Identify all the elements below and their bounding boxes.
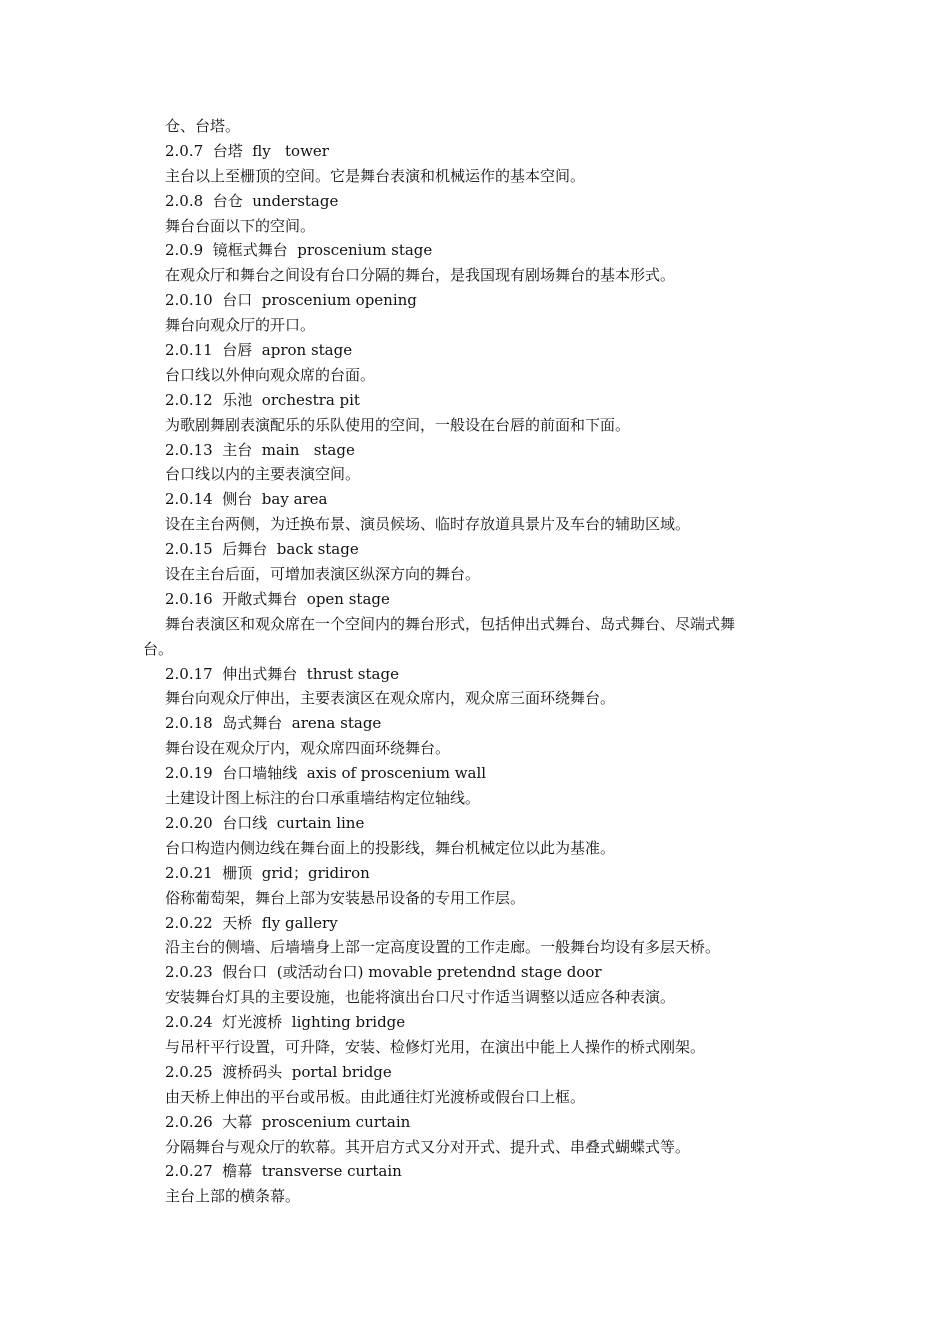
term-heading: 2.0.27 檐幕 transverse curtain — [165, 1162, 402, 1181]
term-heading: 2.0.17 伸出式舞台 thrust stage — [165, 664, 399, 683]
definition-text: 台口线以外伸向观众席的台面。 — [165, 365, 376, 384]
definition-text: 在观众厅和舞台之间设有台口分隔的舞台，是我国现有剧场舞台的基本形式。 — [165, 266, 676, 285]
definition-text: 舞台台面以下的空间。 — [165, 216, 316, 235]
definition-text: 与吊杆平行设置，可升降，安装、检修灯光用，在演出中能上人操作的桥式刚架。 — [165, 1037, 706, 1056]
definition-text: 俗称葡萄架，舞台上部为安装悬吊设备的专用工作层。 — [165, 888, 526, 907]
term-heading: 2.0.22 天桥 fly gallery — [165, 913, 338, 932]
definition-text: 舞台表演区和观众席在一个空间内的舞台形式，包括伸出式舞台、岛式舞台、尽端式舞 — [165, 614, 736, 633]
term-heading: 2.0.14 侧台 bay area — [165, 490, 328, 509]
definition-text: 安装舞台灯具的主要设施，也能将演出台口尺寸作适当调整以适应各种表演。 — [165, 988, 676, 1007]
term-heading: 2.0.18 岛式舞台 arena stage — [165, 714, 382, 733]
definition-text: 主台上部的横条幕。 — [165, 1187, 301, 1206]
definition-text: 土建设计图上标注的台口承重墙结构定位轴线。 — [165, 789, 481, 808]
term-heading: 2.0.8 台仓 understage — [165, 191, 339, 210]
definition-continuation: 台。 — [143, 639, 174, 658]
definition-text: 舞台向观众厅伸出，主要表演区在观众席内，观众席三面环绕舞台。 — [165, 689, 616, 708]
definition-text: 由天桥上伸出的平台或吊板。由此通往灯光渡桥或假台口上框。 — [165, 1087, 586, 1106]
definition-text: 分隔舞台与观众厅的软幕。其开启方式又分对开式、提升式、串叠式蝴蝶式等。 — [165, 1137, 691, 1156]
term-heading: 2.0.21 栅顶 grid；gridiron — [165, 863, 370, 882]
definition-text: 设在主台两侧，为迁换布景、演员候场、临时存放道具景片及车台的辅助区域。 — [165, 515, 691, 534]
term-heading: 2.0.20 台口线 curtain line — [165, 813, 365, 832]
definition-text: 舞台设在观众厅内，观众席四面环绕舞台。 — [165, 739, 451, 758]
term-heading: 2.0.19 台口墙轴线 axis of proscenium wall — [165, 764, 487, 783]
term-heading: 2.0.26 大幕 proscenium curtain — [165, 1112, 411, 1131]
definition-text: 台口线以内的主要表演空间。 — [165, 465, 361, 484]
definition-text: 仓、台塔。 — [165, 117, 241, 135]
term-heading: 2.0.25 渡桥码头 portal bridge — [165, 1062, 392, 1081]
document-body — [0, 114, 950, 1209]
definition-text: 台口构造内侧边线在舞台面上的投影线，舞台机械定位以此为基准。 — [165, 838, 616, 857]
definition-text: 舞台向观众厅的开口。 — [165, 316, 316, 335]
term-heading: 2.0.16 开敞式舞台 open stage — [165, 589, 390, 608]
term-heading: 2.0.23 假台口 (或活动台口) movable pretendnd stage door — [165, 963, 602, 982]
term-heading: 2.0.9 镜框式舞台 proscenium stage — [165, 241, 433, 260]
term-heading: 2.0.10 台口 proscenium opening — [165, 291, 417, 310]
term-heading: 2.0.7 台塔 fly tower — [165, 141, 329, 160]
term-heading: 2.0.12 乐池 orchestra pit — [165, 390, 360, 409]
term-heading: 2.0.11 台唇 apron stage — [165, 341, 353, 360]
definition-text: 主台以上至栅顶的空间。它是舞台表演和机械运作的基本空间。 — [165, 166, 586, 185]
definition-text: 设在主台后面，可增加表演区纵深方向的舞台。 — [165, 565, 481, 584]
definition-text: 为歌剧舞剧表演配乐的乐队使用的空间，一般设在台唇的前面和下面。 — [165, 415, 631, 434]
definition-text: 沿主台的侧墙、后墙墙身上部一定高度设置的工作走廊。一般舞台均设有多层天桥。 — [165, 938, 721, 957]
term-heading: 2.0.15 后舞台 back stage — [165, 540, 359, 559]
term-heading: 2.0.13 主台 main stage — [165, 440, 355, 459]
term-heading: 2.0.24 灯光渡桥 lighting bridge — [165, 1013, 406, 1032]
